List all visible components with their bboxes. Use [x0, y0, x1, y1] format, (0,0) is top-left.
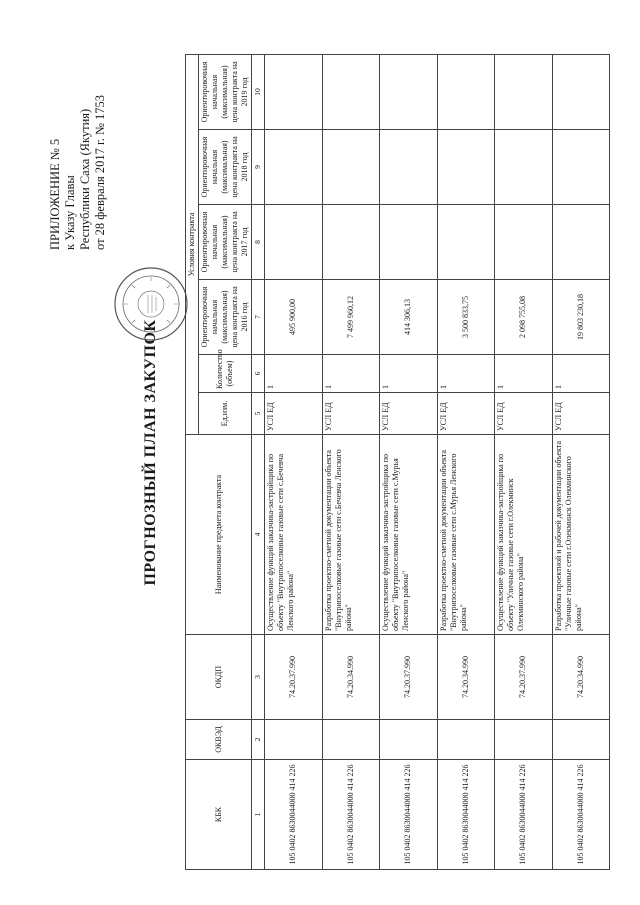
cell-okdp: 74.20.34.990 [552, 635, 610, 720]
header-contract-subject: Наименование предмета контракта [186, 435, 252, 635]
cell-okdp: 74.20.37.990 [265, 635, 323, 720]
header-contract-conditions: Условия контракта [186, 54, 199, 434]
cell-quantity: 1 [552, 355, 610, 393]
cell-price-2017 [380, 205, 438, 280]
header-unit: Ед.изм. [199, 393, 252, 435]
cell-okved [552, 720, 610, 760]
cell-okved [495, 720, 553, 760]
cell-price-2016: 19 803 230,18 [552, 280, 610, 355]
column-number: 3 [252, 635, 265, 720]
cell-price-2018 [380, 130, 438, 205]
table-row [437, 54, 495, 869]
cell-price-2018 [495, 130, 553, 205]
cell-unit: УСЛ ЕД [495, 393, 553, 435]
cell-price-2016: 2 098 755,08 [495, 280, 553, 355]
cell-contract-subject: Разработка проектно-сметной документации объекта "Внутрипоселковые газовые сети с.Мурья Ленского района" [437, 435, 495, 635]
column-number: 9 [252, 130, 265, 205]
table-row [322, 54, 380, 869]
cell-quantity: 1 [322, 355, 380, 393]
cell-price-2016: 495 900,00 [265, 280, 323, 355]
header-price-2016: Ориентировочная начальная (максимальная) цена контракта на 2016 год [199, 280, 252, 355]
column-number-row [252, 54, 265, 869]
column-number: 2 [252, 720, 265, 760]
cell-price-2018 [322, 130, 380, 205]
header-kbk: КБК [186, 760, 252, 870]
appendix-date: от 28 февраля 2017 г. № 1753 [93, 94, 107, 250]
cell-price-2017 [437, 205, 495, 280]
appendix-block [48, 30, 108, 250]
appendix-number: ПРИЛОЖЕНИЕ № 5 [48, 138, 62, 250]
header-okdp: ОКДП [186, 635, 252, 720]
table-row [495, 54, 553, 869]
cell-unit: УСЛ ЕД [552, 393, 610, 435]
cell-price-2019 [495, 54, 553, 129]
cell-quantity: 1 [437, 355, 495, 393]
cell-price-2018 [552, 130, 610, 205]
column-number: 1 [252, 760, 265, 870]
column-number: 6 [252, 355, 265, 393]
cell-contract-subject: Разработка проектной и рабочей документации объекта "Уличные газовые сети г.Олекминск Олекминского района" [552, 435, 610, 635]
cell-contract-subject: Осуществление функций заказчика-застройщика по объекту "Внутрипоселковые газовые сети с.Мурья Ленского района" [380, 435, 438, 635]
column-number: 10 [252, 54, 265, 129]
cell-okdp: 74.20.34.990 [437, 635, 495, 720]
cell-contract-subject: Разработка проектно-сметной документации объекта "Внутрипоселковые газовые сети с.Бечевча Ленского района" [322, 435, 380, 635]
cell-price-2019 [322, 54, 380, 129]
cell-quantity: 1 [265, 355, 323, 393]
cell-okdp: 74.20.37.990 [495, 635, 553, 720]
header-price-2017: Ориентировочная начальная (максимальная) цена контракта на 2017 год [199, 205, 252, 280]
cell-unit: УСЛ ЕД [322, 393, 380, 435]
cell-contract-subject: Осуществление функций заказчика-застройщика по объекту "Уличные газовые сети г.Олекминск Олекминского района" [495, 435, 553, 635]
cell-unit: УСЛ ЕД [380, 393, 438, 435]
cell-price-2017 [322, 205, 380, 280]
cell-unit: УСЛ ЕД [437, 393, 495, 435]
cell-kbk: 105 0402 8630044000 414 226 [265, 760, 323, 870]
official-seal-stamp [112, 265, 190, 343]
cell-price-2017 [265, 205, 323, 280]
header-okved: ОКВЭД [186, 720, 252, 760]
document-title: ПРОГНОЗНЫЙ ПЛАН ЗАКУПОК [142, 319, 159, 586]
cell-price-2019 [437, 54, 495, 129]
column-number: 8 [252, 205, 265, 280]
table-row [380, 54, 438, 869]
header-price-2019: Ориентировочная начальная (максимальная) цена контракта на 2019 год [199, 54, 252, 129]
cell-okved [265, 720, 323, 760]
cell-price-2019 [265, 54, 323, 129]
header-price-2018: Ориентировочная начальная (максимальная) цена контракта на 2018 год [199, 130, 252, 205]
cell-quantity: 1 [495, 355, 553, 393]
cell-price-2017 [495, 205, 553, 280]
cell-kbk: 105 0402 8630044000 414 226 [322, 760, 380, 870]
cell-kbk: 105 0402 8630044000 414 226 [552, 760, 610, 870]
cell-contract-subject: Осуществление функций заказчика-застройщика по объекту "Внутрипоселковые газовые сети с.Бечевча Ленского района" [265, 435, 323, 635]
cell-price-2017 [552, 205, 610, 280]
cell-quantity: 1 [380, 355, 438, 393]
cell-okved [380, 720, 438, 760]
cell-unit: УСЛ ЕД [265, 393, 323, 435]
cell-kbk: 105 0402 8630044000 414 226 [495, 760, 553, 870]
column-number: 4 [252, 435, 265, 635]
cell-okved [437, 720, 495, 760]
appendix-republic: Республики Саха (Якутия) [78, 108, 92, 250]
header-quantity: Количество (объем) [199, 355, 252, 393]
table-row [552, 54, 610, 869]
cell-price-2019 [380, 54, 438, 129]
column-number: 7 [252, 280, 265, 355]
cell-price-2019 [552, 54, 610, 129]
cell-okdp: 74.20.37.990 [380, 635, 438, 720]
appendix-decree-ref: к Указу Главы [63, 175, 77, 250]
procurement-table [185, 54, 610, 870]
column-number: 5 [252, 393, 265, 435]
cell-price-2018 [265, 130, 323, 205]
cell-price-2016: 414 306,13 [380, 280, 438, 355]
cell-okved [322, 720, 380, 760]
cell-kbk: 105 0402 8630044000 414 226 [437, 760, 495, 870]
table-row [265, 54, 323, 869]
cell-okdp: 74.20.34.990 [322, 635, 380, 720]
cell-price-2018 [437, 130, 495, 205]
cell-price-2016: 3 500 833,75 [437, 280, 495, 355]
cell-price-2016: 7 499 960,12 [322, 280, 380, 355]
cell-kbk: 105 0402 8630044000 414 226 [380, 760, 438, 870]
